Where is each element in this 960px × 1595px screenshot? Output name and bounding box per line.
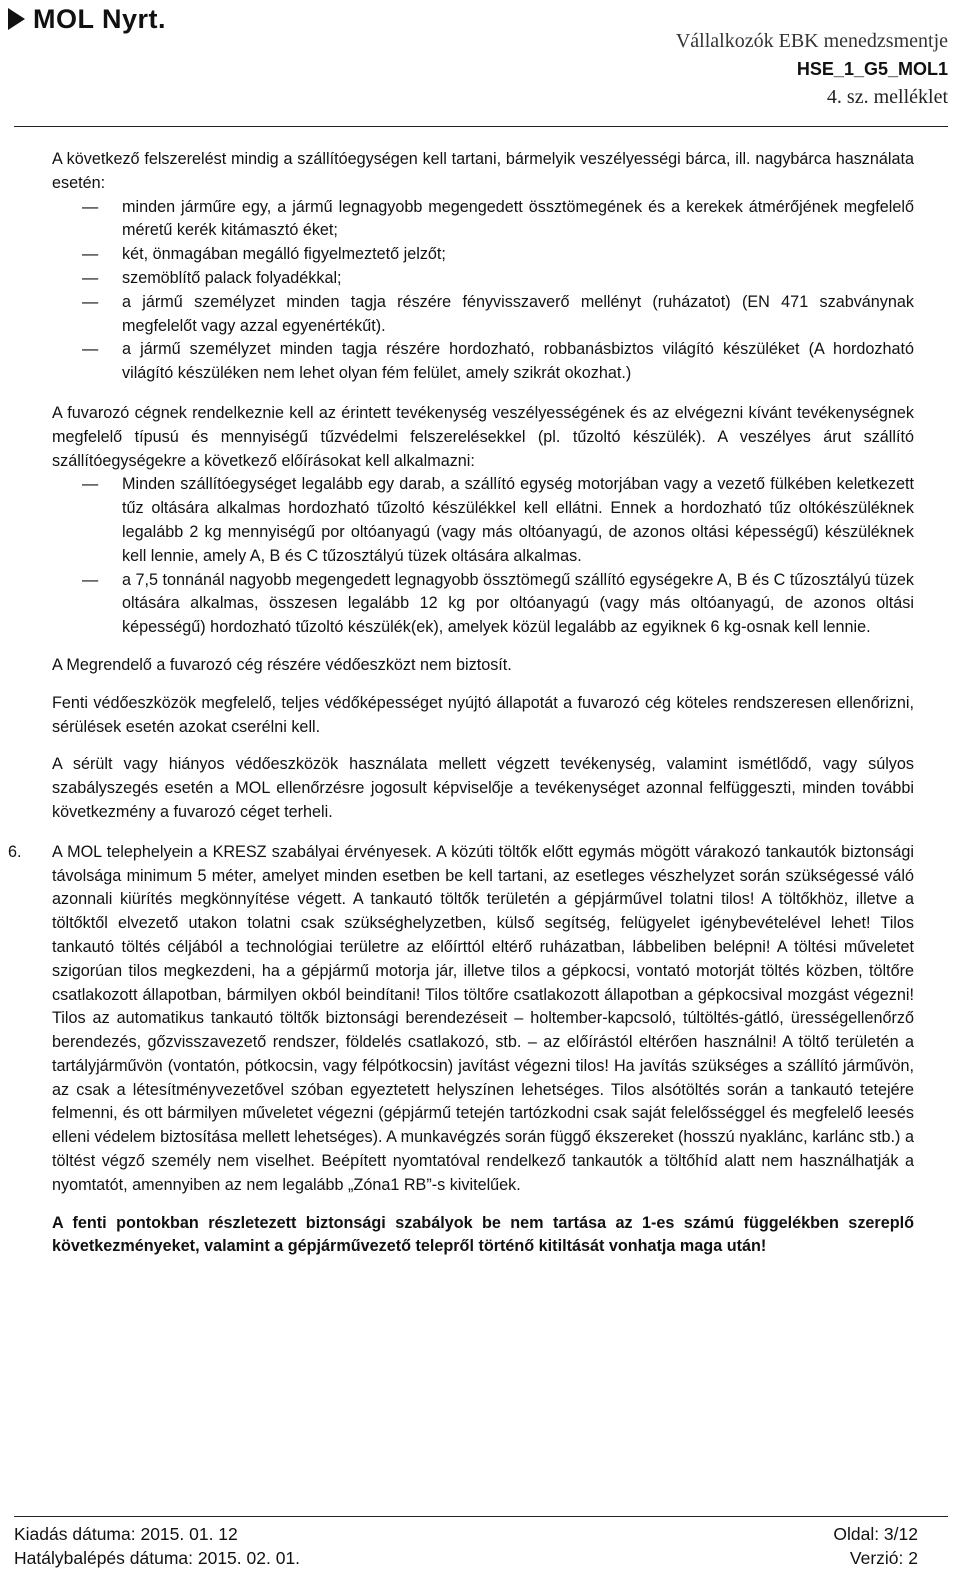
appendix-label: 4. sz. melléklet: [826, 86, 948, 108]
equipment-list: [52, 196, 914, 386]
page-number: Oldal: 3/12: [833, 1524, 918, 1544]
bold-warning: A fenti pontokban részletezett biztonsági szabályok be nem tartása az 1-es számú függelékben szereplő következményeket, valamint a gépjárművezető telepről történő kitiltását vonhatja maga után!: [52, 1213, 914, 1256]
footer-row-2: [14, 1548, 918, 1569]
inspection-paragraph: Fenti védőeszközök megfelelő, teljes védőképességet nyújtó állapotát a fuvarozó cég köteles rendszeresen ellenőrizni, sérülések esetén azokat cserélni kell.: [52, 693, 914, 736]
section-6: [8, 841, 914, 1198]
section-6-text: A MOL telephelyein a KRESZ szabályai érvényesek. A közúti töltők előtt egymás mögött várakozó tankautók biztonsági távolsága minimum 5 méter, amelyet minden esetben be kell tartani, az esetleges vészhelyzet során szükségessé váló azonnali kiürítés megkönnyítése végett. A tankautó töltők területén a gépjárművel tolatni tilos! A töltőkhöz, illetve a töltőktől elvezető utakon tolatni csak szükséghelyzetben, külső segítség, felügyelet igénybevételével lehet! Tilos tankautó töltés céljából a technológiai területre az előírttól eltérő ruházatban, lábbeliben belépni! A töltési műveletet szigorúan tilos megkezdeni, ha a gépjármű motorja jár, illetve tilos a gépkocsi, vontató motorját töltés közben, töltőre csatlakozott állapotban, bármilyen okból beindítani! Tilos töltőre csatlakozott állapotban a gépkocsival mozgást végezni! Tilos az automatikus tankautó töltők biztonsági berendezéseit – holtember-kapcsoló, túltöltés-gátló, ürességellenőrző berendezés, gőzvisszavezető rendszer, földelés csatlakozó, stb. – az előírástól eltérően használni! A töltő területén a tartályjárművön (vontatón, pótkocsin, vagy félpótkocsin) javítást végezni tilos! Ha javítás szükséges a szállító járművön, az csak a létesítményvezetővel szóban egyeztetett helyszínen lehetséges. Tilos alsótöltés során a tankautó tetejére felmenni, és ott bármilyen műveletet végezni (gépjármű tetején tartózkodni csak saját felelősséggel és megfelelő leesés elleni védelem biztosítása mellett lehetséges). A munkavégzés során függő ékszereket (hosszú nyaklánc, karlánc stb.) a töltést végző személy nem viselhet. Beépített nyomtatóval rendelkező tankautók a töltőhíd alatt nem használhatják a nyomtatót, amennyiben az nem legalább „Zóna1 RB”-s kivitelűek.: [52, 842, 914, 1194]
version: Verzió: 2: [849, 1548, 918, 1568]
damaged-equipment-paragraph: A sérült vagy hiányos védőeszközök használata mellett végzett tevékenység, valamint ismétlődő, vagy súlyos szabályszegés esetén a MOL ellenőrzésre jogosult képviselője a tevékenységet azonnal felfüggeszti, minden további következmény a fuvarozó céget terheli.: [52, 755, 914, 821]
list-item: — a jármű személyzet minden tagja részére fényvisszaverő mellényt (ruházatot) (EN 471 szabványnak megfelelőt vagy azzal egyenértékűt).: [52, 291, 914, 339]
document-series-title: Vállalkozók EBK menedzsmentje: [675, 30, 948, 52]
fire-requirements-list: [52, 473, 914, 640]
page-header: [0, 0, 960, 130]
footer-divider: [14, 1516, 948, 1517]
list-item: — minden járműre egy, a jármű legnagyobb megengedett össztömegének és a kerekek átmérőjének megfelelő méretű kerék kitámasztó éket;: [52, 196, 914, 244]
logo-text: MOL Nyrt.: [33, 3, 167, 34]
page-body: [8, 148, 914, 1259]
fire-equipment-paragraph: A fuvarozó cégnek rendelkeznie kell az érintett tevékenység veszélyességének és az elvégezni kívánt tevékenységnek megfelelő típusú és mennyiségű tűzvédelmi felszerelésekkel (pl. tűzoltó készülék). A veszélyes árut szállító szállítóegységekre a következő előírásokat kell alkalmazni:: [52, 403, 914, 470]
section-number: 6.: [8, 842, 22, 861]
issue-date: Kiadás dátuma: 2015. 01. 12: [14, 1524, 238, 1544]
list-item: — a jármű személyzet minden tagja részére hordozható, robbanásbiztos világító készüléket (A hordozható világító készüléken nem lehet olyan fém felület, amely szikrát okozhat.): [52, 338, 914, 386]
logo-triangle-icon: [8, 8, 25, 30]
document-code: HSE_1_G5_MOL1: [796, 59, 948, 79]
client-paragraph: A Megrendelő a fuvarozó cég részére védőeszközt nem biztosít.: [52, 655, 512, 674]
mol-logo: [8, 4, 166, 34]
header-info: [676, 30, 948, 109]
list-item: — szemöblítő palack folyadékkal;: [52, 267, 914, 291]
list-item: — a 7,5 tonnánál nagyobb megengedett legnagyobb össztömegű szállító egységekre A, B és C tűzosztályú tüzek oltására alkalmas, összesen legalább 12 kg por oltóanyagú (vagy más oltóanyagú, de azonos oltási képességű) hordozható tűzoltó készülék(ek), amelyek közül legalább az egyiknek 6 kg-osnak kell lennie.: [52, 569, 914, 640]
effective-date: Hatálybalépés dátuma: 2015. 02. 01.: [14, 1548, 301, 1568]
list-item: — két, önmagában megálló figyelmeztető jelzőt;: [52, 243, 914, 267]
list-item: — Minden szállítóegységet legalább egy darab, a szállító egység motorjában vagy a vezető fülkében keletkezett tűz oltására alkalmas hordozható tűzoltó készülékkel kell ellátni. Ennek a hordozható tűz oltókészüléknek legalább 2 kg mennyiségű por oltóanyagú (vagy más oltóanyagú, de azonos oltási képességű) készüléknek kell lennie, amely A, B és C tűzosztályú tüzek oltására alkalmas.: [52, 473, 914, 568]
footer-row-1: [14, 1524, 918, 1545]
header-divider: [14, 126, 948, 127]
intro-paragraph: A következő felszerelést mindig a szállítóegységen kell tartani, bármelyik veszélyességi bárca, ill. nagybárca használata esetén:: [52, 150, 914, 192]
